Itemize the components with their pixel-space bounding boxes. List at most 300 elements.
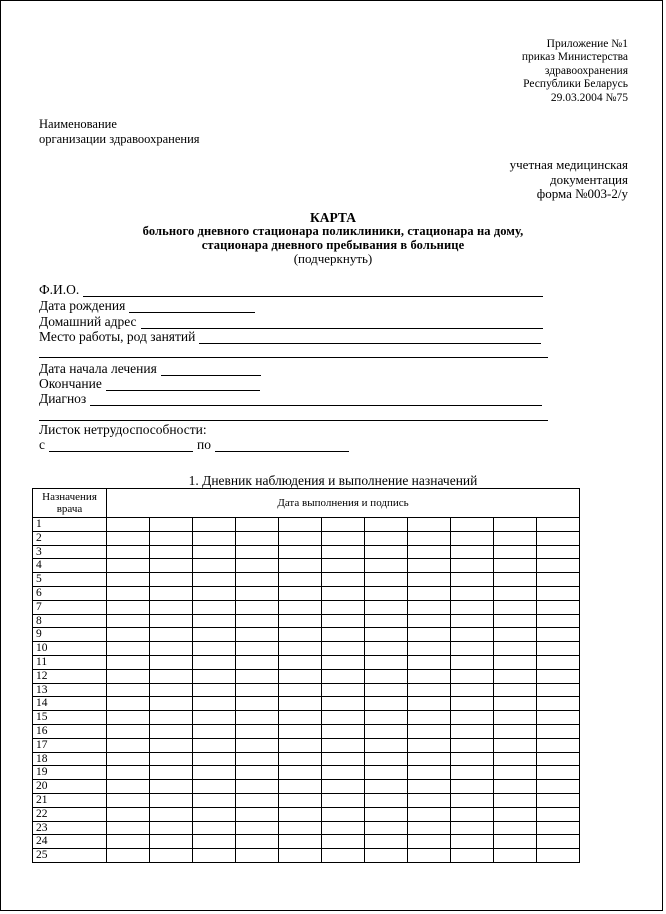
date-signature-cell[interactable] bbox=[494, 697, 537, 711]
fio-input-line[interactable] bbox=[83, 284, 543, 297]
date-signature-cell[interactable] bbox=[150, 780, 193, 794]
row-number[interactable]: 7 bbox=[33, 600, 107, 614]
date-signature-cell[interactable] bbox=[494, 559, 537, 573]
date-signature-cell[interactable] bbox=[322, 545, 365, 559]
date-signature-cell[interactable] bbox=[107, 793, 150, 807]
date-signature-cell[interactable] bbox=[365, 573, 408, 587]
date-signature-cell[interactable] bbox=[150, 683, 193, 697]
date-signature-cell[interactable] bbox=[236, 628, 279, 642]
date-signature-cell[interactable] bbox=[236, 545, 279, 559]
date-signature-cell[interactable] bbox=[537, 752, 580, 766]
date-signature-cell[interactable] bbox=[494, 573, 537, 587]
date-signature-cell[interactable] bbox=[408, 807, 451, 821]
date-signature-cell[interactable] bbox=[322, 655, 365, 669]
date-signature-cell[interactable] bbox=[150, 586, 193, 600]
date-signature-cell[interactable] bbox=[236, 724, 279, 738]
date-signature-cell[interactable] bbox=[494, 628, 537, 642]
date-signature-cell[interactable] bbox=[494, 793, 537, 807]
date-signature-cell[interactable] bbox=[193, 752, 236, 766]
date-signature-cell[interactable] bbox=[150, 697, 193, 711]
date-signature-cell[interactable] bbox=[193, 766, 236, 780]
date-signature-cell[interactable] bbox=[365, 683, 408, 697]
date-signature-cell[interactable] bbox=[322, 628, 365, 642]
date-signature-cell[interactable] bbox=[365, 793, 408, 807]
date-signature-cell[interactable] bbox=[451, 559, 494, 573]
date-signature-cell[interactable] bbox=[537, 793, 580, 807]
row-number[interactable]: 23 bbox=[33, 821, 107, 835]
date-signature-cell[interactable] bbox=[408, 711, 451, 725]
row-number[interactable]: 22 bbox=[33, 807, 107, 821]
date-signature-cell[interactable] bbox=[537, 849, 580, 863]
date-signature-cell[interactable] bbox=[236, 683, 279, 697]
date-signature-cell[interactable] bbox=[494, 849, 537, 863]
date-signature-cell[interactable] bbox=[193, 669, 236, 683]
date-signature-cell[interactable] bbox=[150, 600, 193, 614]
date-signature-cell[interactable] bbox=[494, 835, 537, 849]
date-signature-cell[interactable] bbox=[365, 518, 408, 532]
date-signature-cell[interactable] bbox=[193, 738, 236, 752]
date-signature-cell[interactable] bbox=[193, 531, 236, 545]
date-signature-cell[interactable] bbox=[279, 559, 322, 573]
date-signature-cell[interactable] bbox=[408, 628, 451, 642]
date-signature-cell[interactable] bbox=[494, 752, 537, 766]
date-signature-cell[interactable] bbox=[236, 600, 279, 614]
date-signature-cell[interactable] bbox=[279, 738, 322, 752]
date-signature-cell[interactable] bbox=[408, 780, 451, 794]
date-signature-cell[interactable] bbox=[365, 586, 408, 600]
date-signature-cell[interactable] bbox=[193, 545, 236, 559]
date-signature-cell[interactable] bbox=[494, 766, 537, 780]
date-signature-cell[interactable] bbox=[322, 752, 365, 766]
date-signature-cell[interactable] bbox=[322, 683, 365, 697]
date-signature-cell[interactable] bbox=[365, 821, 408, 835]
date-signature-cell[interactable] bbox=[408, 697, 451, 711]
date-signature-cell[interactable] bbox=[236, 697, 279, 711]
birth-date-input-line[interactable] bbox=[129, 300, 255, 313]
date-signature-cell[interactable] bbox=[193, 780, 236, 794]
row-number[interactable]: 2 bbox=[33, 531, 107, 545]
date-signature-cell[interactable] bbox=[150, 752, 193, 766]
row-number[interactable]: 12 bbox=[33, 669, 107, 683]
date-signature-cell[interactable] bbox=[537, 573, 580, 587]
date-signature-cell[interactable] bbox=[236, 752, 279, 766]
date-signature-cell[interactable] bbox=[537, 600, 580, 614]
date-signature-cell[interactable] bbox=[451, 614, 494, 628]
date-signature-cell[interactable] bbox=[494, 821, 537, 835]
row-number[interactable]: 19 bbox=[33, 766, 107, 780]
date-signature-cell[interactable] bbox=[322, 793, 365, 807]
date-signature-cell[interactable] bbox=[322, 573, 365, 587]
date-signature-cell[interactable] bbox=[451, 807, 494, 821]
date-signature-cell[interactable] bbox=[150, 655, 193, 669]
treatment-start-input-line[interactable] bbox=[161, 363, 261, 376]
row-number[interactable]: 21 bbox=[33, 793, 107, 807]
date-signature-cell[interactable] bbox=[365, 614, 408, 628]
date-signature-cell[interactable] bbox=[408, 793, 451, 807]
date-signature-cell[interactable] bbox=[408, 752, 451, 766]
date-signature-cell[interactable] bbox=[408, 573, 451, 587]
date-signature-cell[interactable] bbox=[365, 628, 408, 642]
date-signature-cell[interactable] bbox=[322, 642, 365, 656]
date-signature-cell[interactable] bbox=[107, 835, 150, 849]
date-signature-cell[interactable] bbox=[494, 531, 537, 545]
date-signature-cell[interactable] bbox=[451, 821, 494, 835]
date-signature-cell[interactable] bbox=[236, 780, 279, 794]
date-signature-cell[interactable] bbox=[451, 545, 494, 559]
date-signature-cell[interactable] bbox=[494, 545, 537, 559]
date-signature-cell[interactable] bbox=[537, 683, 580, 697]
date-signature-cell[interactable] bbox=[408, 642, 451, 656]
date-signature-cell[interactable] bbox=[408, 586, 451, 600]
date-signature-cell[interactable] bbox=[494, 655, 537, 669]
date-signature-cell[interactable] bbox=[537, 807, 580, 821]
date-signature-cell[interactable] bbox=[193, 586, 236, 600]
date-signature-cell[interactable] bbox=[150, 642, 193, 656]
date-signature-cell[interactable] bbox=[193, 600, 236, 614]
date-signature-cell[interactable] bbox=[193, 683, 236, 697]
date-signature-cell[interactable] bbox=[322, 697, 365, 711]
date-signature-cell[interactable] bbox=[408, 655, 451, 669]
date-signature-cell[interactable] bbox=[150, 573, 193, 587]
date-signature-cell[interactable] bbox=[150, 711, 193, 725]
date-signature-cell[interactable] bbox=[322, 531, 365, 545]
date-signature-cell[interactable] bbox=[107, 600, 150, 614]
date-signature-cell[interactable] bbox=[322, 711, 365, 725]
date-signature-cell[interactable] bbox=[236, 586, 279, 600]
date-signature-cell[interactable] bbox=[451, 793, 494, 807]
date-signature-cell[interactable] bbox=[150, 518, 193, 532]
date-signature-cell[interactable] bbox=[365, 531, 408, 545]
date-signature-cell[interactable] bbox=[236, 738, 279, 752]
date-signature-cell[interactable] bbox=[150, 724, 193, 738]
date-signature-cell[interactable] bbox=[193, 711, 236, 725]
date-signature-cell[interactable] bbox=[279, 518, 322, 532]
date-signature-cell[interactable] bbox=[408, 766, 451, 780]
date-signature-cell[interactable] bbox=[107, 628, 150, 642]
date-signature-cell[interactable] bbox=[279, 849, 322, 863]
date-signature-cell[interactable] bbox=[537, 559, 580, 573]
workplace-input-line[interactable] bbox=[199, 331, 541, 344]
date-signature-cell[interactable] bbox=[236, 766, 279, 780]
date-signature-cell[interactable] bbox=[107, 697, 150, 711]
date-signature-cell[interactable] bbox=[408, 738, 451, 752]
date-signature-cell[interactable] bbox=[279, 586, 322, 600]
date-signature-cell[interactable] bbox=[279, 793, 322, 807]
date-signature-cell[interactable] bbox=[107, 559, 150, 573]
date-signature-cell[interactable] bbox=[365, 835, 408, 849]
row-number[interactable]: 25 bbox=[33, 849, 107, 863]
date-signature-cell[interactable] bbox=[107, 545, 150, 559]
date-signature-cell[interactable] bbox=[193, 835, 236, 849]
row-number[interactable]: 1 bbox=[33, 518, 107, 532]
date-signature-cell[interactable] bbox=[279, 766, 322, 780]
date-signature-cell[interactable] bbox=[236, 669, 279, 683]
row-number[interactable]: 5 bbox=[33, 573, 107, 587]
row-number[interactable]: 14 bbox=[33, 697, 107, 711]
date-signature-cell[interactable] bbox=[279, 600, 322, 614]
date-signature-cell[interactable] bbox=[365, 849, 408, 863]
date-signature-cell[interactable] bbox=[236, 849, 279, 863]
date-signature-cell[interactable] bbox=[236, 835, 279, 849]
date-signature-cell[interactable] bbox=[150, 835, 193, 849]
date-signature-cell[interactable] bbox=[279, 807, 322, 821]
date-signature-cell[interactable] bbox=[193, 724, 236, 738]
date-signature-cell[interactable] bbox=[408, 835, 451, 849]
date-signature-cell[interactable] bbox=[150, 807, 193, 821]
row-number[interactable]: 24 bbox=[33, 835, 107, 849]
date-signature-cell[interactable] bbox=[365, 780, 408, 794]
date-signature-cell[interactable] bbox=[107, 780, 150, 794]
treatment-end-input-line[interactable] bbox=[106, 378, 260, 391]
date-signature-cell[interactable] bbox=[537, 711, 580, 725]
date-signature-cell[interactable] bbox=[279, 614, 322, 628]
row-number[interactable]: 15 bbox=[33, 711, 107, 725]
date-signature-cell[interactable] bbox=[322, 518, 365, 532]
date-signature-cell[interactable] bbox=[537, 835, 580, 849]
date-signature-cell[interactable] bbox=[322, 849, 365, 863]
date-signature-cell[interactable] bbox=[365, 669, 408, 683]
date-signature-cell[interactable] bbox=[322, 766, 365, 780]
date-signature-cell[interactable] bbox=[451, 586, 494, 600]
date-signature-cell[interactable] bbox=[107, 655, 150, 669]
date-signature-cell[interactable] bbox=[537, 642, 580, 656]
date-signature-cell[interactable] bbox=[408, 600, 451, 614]
date-signature-cell[interactable] bbox=[193, 573, 236, 587]
sick-leave-to-input-line[interactable] bbox=[215, 439, 349, 452]
date-signature-cell[interactable] bbox=[451, 655, 494, 669]
date-signature-cell[interactable] bbox=[451, 711, 494, 725]
date-signature-cell[interactable] bbox=[193, 807, 236, 821]
date-signature-cell[interactable] bbox=[451, 518, 494, 532]
date-signature-cell[interactable] bbox=[451, 835, 494, 849]
date-signature-cell[interactable] bbox=[279, 752, 322, 766]
date-signature-cell[interactable] bbox=[537, 545, 580, 559]
row-number[interactable]: 9 bbox=[33, 628, 107, 642]
date-signature-cell[interactable] bbox=[150, 766, 193, 780]
date-signature-cell[interactable] bbox=[279, 545, 322, 559]
date-signature-cell[interactable] bbox=[193, 518, 236, 532]
date-signature-cell[interactable] bbox=[537, 697, 580, 711]
date-signature-cell[interactable] bbox=[150, 849, 193, 863]
date-signature-cell[interactable] bbox=[537, 531, 580, 545]
date-signature-cell[interactable] bbox=[537, 655, 580, 669]
date-signature-cell[interactable] bbox=[236, 807, 279, 821]
date-signature-cell[interactable] bbox=[279, 669, 322, 683]
date-signature-cell[interactable] bbox=[451, 669, 494, 683]
date-signature-cell[interactable] bbox=[107, 752, 150, 766]
date-signature-cell[interactable] bbox=[537, 614, 580, 628]
date-signature-cell[interactable] bbox=[408, 849, 451, 863]
date-signature-cell[interactable] bbox=[279, 780, 322, 794]
date-signature-cell[interactable] bbox=[279, 573, 322, 587]
date-signature-cell[interactable] bbox=[494, 683, 537, 697]
date-signature-cell[interactable] bbox=[236, 821, 279, 835]
date-signature-cell[interactable] bbox=[322, 669, 365, 683]
date-signature-cell[interactable] bbox=[537, 628, 580, 642]
date-signature-cell[interactable] bbox=[494, 724, 537, 738]
date-signature-cell[interactable] bbox=[451, 752, 494, 766]
date-signature-cell[interactable] bbox=[322, 821, 365, 835]
date-signature-cell[interactable] bbox=[107, 807, 150, 821]
row-number[interactable]: 16 bbox=[33, 724, 107, 738]
date-signature-cell[interactable] bbox=[494, 586, 537, 600]
date-signature-cell[interactable] bbox=[451, 683, 494, 697]
date-signature-cell[interactable] bbox=[150, 793, 193, 807]
date-signature-cell[interactable] bbox=[537, 738, 580, 752]
date-signature-cell[interactable] bbox=[236, 793, 279, 807]
date-signature-cell[interactable] bbox=[322, 600, 365, 614]
date-signature-cell[interactable] bbox=[150, 821, 193, 835]
date-signature-cell[interactable] bbox=[537, 780, 580, 794]
date-signature-cell[interactable] bbox=[365, 559, 408, 573]
date-signature-cell[interactable] bbox=[236, 518, 279, 532]
date-signature-cell[interactable] bbox=[494, 807, 537, 821]
date-signature-cell[interactable] bbox=[537, 821, 580, 835]
date-signature-cell[interactable] bbox=[193, 614, 236, 628]
date-signature-cell[interactable] bbox=[494, 600, 537, 614]
date-signature-cell[interactable] bbox=[150, 614, 193, 628]
date-signature-cell[interactable] bbox=[365, 738, 408, 752]
date-signature-cell[interactable] bbox=[193, 642, 236, 656]
row-number[interactable]: 13 bbox=[33, 683, 107, 697]
date-signature-cell[interactable] bbox=[236, 711, 279, 725]
date-signature-cell[interactable] bbox=[537, 669, 580, 683]
date-signature-cell[interactable] bbox=[494, 669, 537, 683]
date-signature-cell[interactable] bbox=[451, 738, 494, 752]
date-signature-cell[interactable] bbox=[408, 559, 451, 573]
date-signature-cell[interactable] bbox=[322, 559, 365, 573]
date-signature-cell[interactable] bbox=[451, 600, 494, 614]
date-signature-cell[interactable] bbox=[322, 738, 365, 752]
row-number[interactable]: 20 bbox=[33, 780, 107, 794]
date-signature-cell[interactable] bbox=[365, 642, 408, 656]
date-signature-cell[interactable] bbox=[107, 821, 150, 835]
date-signature-cell[interactable] bbox=[408, 545, 451, 559]
row-number[interactable]: 17 bbox=[33, 738, 107, 752]
date-signature-cell[interactable] bbox=[365, 600, 408, 614]
date-signature-cell[interactable] bbox=[537, 586, 580, 600]
date-signature-cell[interactable] bbox=[451, 531, 494, 545]
date-signature-cell[interactable] bbox=[193, 793, 236, 807]
date-signature-cell[interactable] bbox=[236, 655, 279, 669]
date-signature-cell[interactable] bbox=[150, 738, 193, 752]
date-signature-cell[interactable] bbox=[494, 738, 537, 752]
date-signature-cell[interactable] bbox=[279, 683, 322, 697]
date-signature-cell[interactable] bbox=[537, 724, 580, 738]
date-signature-cell[interactable] bbox=[451, 573, 494, 587]
date-signature-cell[interactable] bbox=[537, 518, 580, 532]
date-signature-cell[interactable] bbox=[236, 559, 279, 573]
date-signature-cell[interactable] bbox=[322, 724, 365, 738]
date-signature-cell[interactable] bbox=[193, 849, 236, 863]
date-signature-cell[interactable] bbox=[451, 780, 494, 794]
date-signature-cell[interactable] bbox=[150, 531, 193, 545]
date-signature-cell[interactable] bbox=[451, 849, 494, 863]
date-signature-cell[interactable] bbox=[107, 724, 150, 738]
date-signature-cell[interactable] bbox=[279, 724, 322, 738]
date-signature-cell[interactable] bbox=[107, 849, 150, 863]
date-signature-cell[interactable] bbox=[107, 614, 150, 628]
date-signature-cell[interactable] bbox=[365, 711, 408, 725]
date-signature-cell[interactable] bbox=[365, 724, 408, 738]
date-signature-cell[interactable] bbox=[494, 518, 537, 532]
date-signature-cell[interactable] bbox=[322, 835, 365, 849]
date-signature-cell[interactable] bbox=[279, 642, 322, 656]
date-signature-cell[interactable] bbox=[451, 628, 494, 642]
date-signature-cell[interactable] bbox=[107, 669, 150, 683]
date-signature-cell[interactable] bbox=[451, 766, 494, 780]
date-signature-cell[interactable] bbox=[107, 573, 150, 587]
date-signature-cell[interactable] bbox=[408, 821, 451, 835]
date-signature-cell[interactable] bbox=[494, 780, 537, 794]
date-signature-cell[interactable] bbox=[279, 655, 322, 669]
row-number[interactable]: 18 bbox=[33, 752, 107, 766]
date-signature-cell[interactable] bbox=[150, 669, 193, 683]
date-signature-cell[interactable] bbox=[408, 614, 451, 628]
row-number[interactable]: 8 bbox=[33, 614, 107, 628]
diagnosis-continuation-line[interactable] bbox=[39, 420, 548, 421]
sick-leave-from-input-line[interactable] bbox=[49, 439, 193, 452]
date-signature-cell[interactable] bbox=[451, 724, 494, 738]
date-signature-cell[interactable] bbox=[537, 766, 580, 780]
date-signature-cell[interactable] bbox=[494, 711, 537, 725]
date-signature-cell[interactable] bbox=[494, 642, 537, 656]
date-signature-cell[interactable] bbox=[408, 518, 451, 532]
date-signature-cell[interactable] bbox=[236, 642, 279, 656]
date-signature-cell[interactable] bbox=[365, 807, 408, 821]
date-signature-cell[interactable] bbox=[365, 545, 408, 559]
date-signature-cell[interactable] bbox=[451, 642, 494, 656]
date-signature-cell[interactable] bbox=[365, 655, 408, 669]
date-signature-cell[interactable] bbox=[408, 531, 451, 545]
date-signature-cell[interactable] bbox=[107, 518, 150, 532]
date-signature-cell[interactable] bbox=[150, 545, 193, 559]
row-number[interactable]: 4 bbox=[33, 559, 107, 573]
date-signature-cell[interactable] bbox=[150, 628, 193, 642]
date-signature-cell[interactable] bbox=[279, 821, 322, 835]
date-signature-cell[interactable] bbox=[408, 683, 451, 697]
home-address-input-line[interactable] bbox=[141, 316, 543, 329]
date-signature-cell[interactable] bbox=[279, 835, 322, 849]
date-signature-cell[interactable] bbox=[193, 821, 236, 835]
date-signature-cell[interactable] bbox=[279, 697, 322, 711]
date-signature-cell[interactable] bbox=[408, 669, 451, 683]
row-number[interactable]: 6 bbox=[33, 586, 107, 600]
date-signature-cell[interactable] bbox=[322, 614, 365, 628]
date-signature-cell[interactable] bbox=[279, 711, 322, 725]
date-signature-cell[interactable] bbox=[365, 697, 408, 711]
date-signature-cell[interactable] bbox=[107, 531, 150, 545]
date-signature-cell[interactable] bbox=[236, 614, 279, 628]
date-signature-cell[interactable] bbox=[107, 766, 150, 780]
date-signature-cell[interactable] bbox=[193, 559, 236, 573]
date-signature-cell[interactable] bbox=[193, 697, 236, 711]
row-number[interactable]: 10 bbox=[33, 642, 107, 656]
date-signature-cell[interactable] bbox=[451, 697, 494, 711]
date-signature-cell[interactable] bbox=[279, 531, 322, 545]
date-signature-cell[interactable] bbox=[107, 683, 150, 697]
date-signature-cell[interactable] bbox=[322, 780, 365, 794]
date-signature-cell[interactable] bbox=[236, 573, 279, 587]
workplace-continuation-line[interactable] bbox=[39, 357, 548, 358]
date-signature-cell[interactable] bbox=[107, 642, 150, 656]
date-signature-cell[interactable] bbox=[322, 807, 365, 821]
date-signature-cell[interactable] bbox=[107, 738, 150, 752]
date-signature-cell[interactable] bbox=[193, 655, 236, 669]
row-number[interactable]: 3 bbox=[33, 545, 107, 559]
date-signature-cell[interactable] bbox=[279, 628, 322, 642]
date-signature-cell[interactable] bbox=[150, 559, 193, 573]
